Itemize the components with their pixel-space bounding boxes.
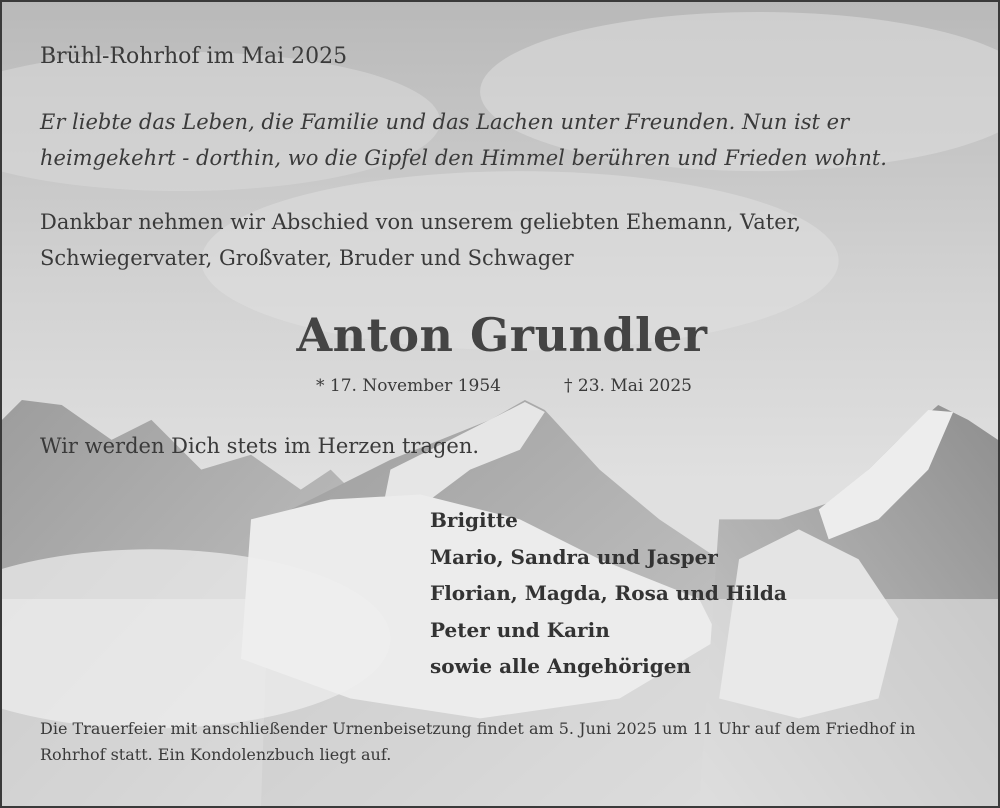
mourners-list [430, 502, 787, 685]
deceased-name: Anton Grundler [296, 308, 708, 362]
mourner-line: Florian, Magda, Rosa und Hilda [430, 581, 787, 605]
farewell-intro: Dankbar nehmen wir Abschied von unserem geliebten Ehemann, Vater, Schwiegervater, Großvater, Bruder und Schwager [40, 210, 802, 270]
motto-quote: Er liebte das Leben, die Familie und das Lachen unter Freunden. Nun ist er heimgekehrt - dorthin, wo die Gipfel den Himmel berühren und Frieden wohnt. [40, 110, 887, 170]
birth-date: * 17. November 1954 [316, 376, 501, 396]
funeral-note: Die Trauerfeier mit anschließender Urnenbeisetzung findet am 5. Juni 2025 um 11 Uhr auf dem Friedhof in Rohrhof statt. Ein Kondolenzbuch liegt auf. [40, 719, 916, 764]
mourner-line: Peter und Karin [430, 617, 610, 642]
mourner-line: sowie alle Angehörigen [430, 654, 691, 678]
place-date: Brühl-Rohrhof im Mai 2025 [40, 44, 348, 69]
death-date: † 23. Mai 2025 [564, 376, 692, 396]
mourner-line: Mario, Sandra und Jasper [430, 544, 718, 569]
closing-line: Wir werden Dich stets im Herzen tragen. [40, 434, 480, 458]
mourner-line: Brigitte [430, 508, 518, 532]
notice-text [2, 2, 998, 806]
